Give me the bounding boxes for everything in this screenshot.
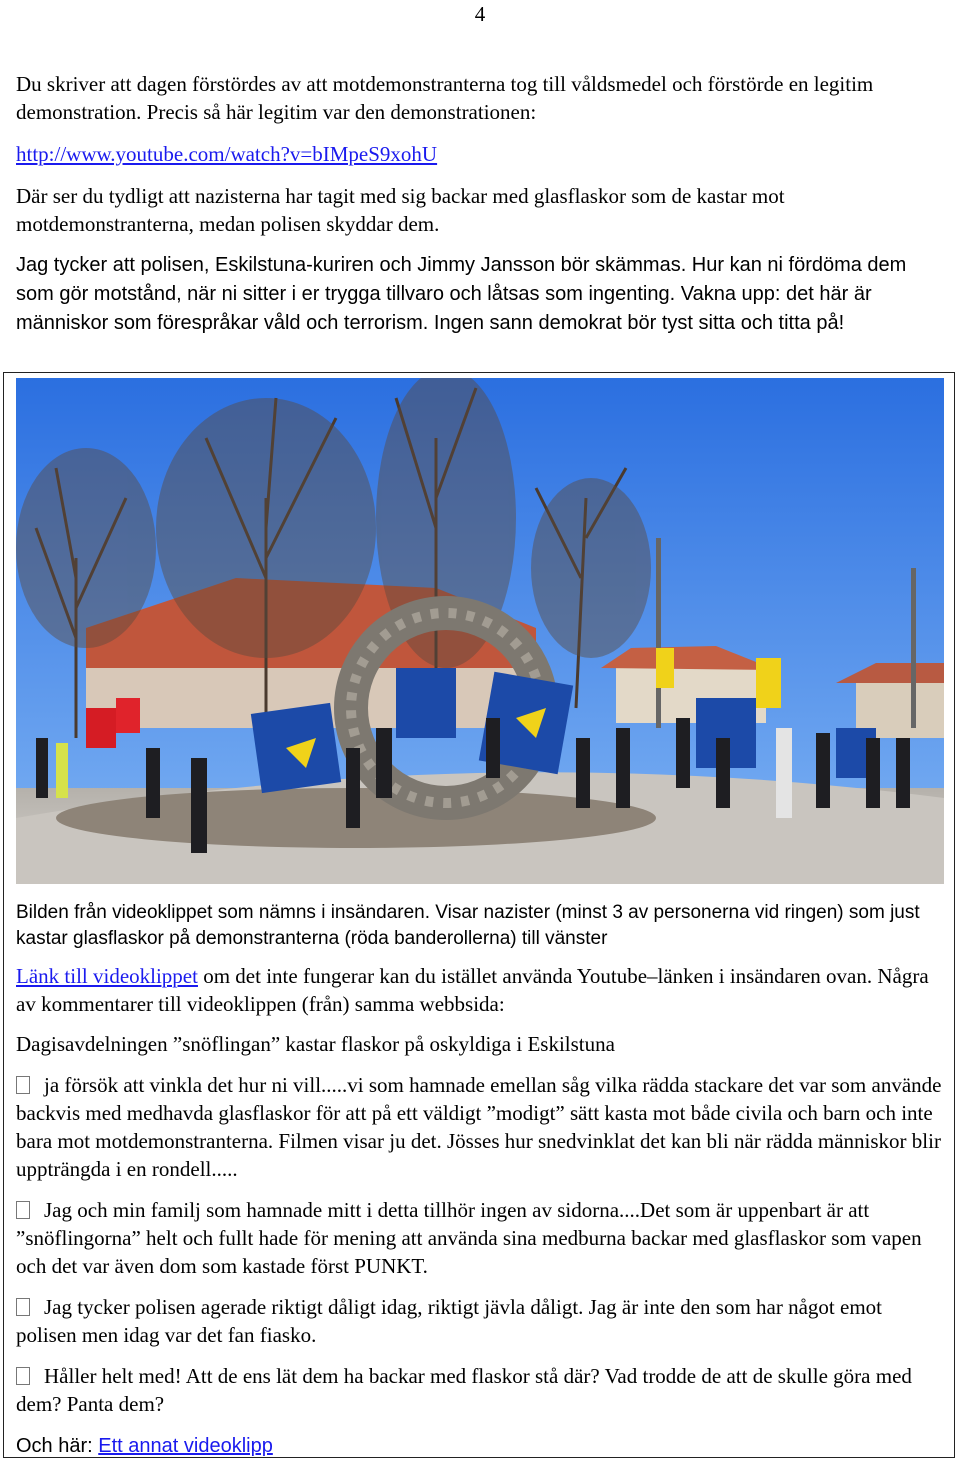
bullet-icon (16, 1201, 30, 1219)
bullet-icon (16, 1298, 30, 1316)
comment-text: Håller helt med! Att de ens lät dem ha backar med flaskor stå där? Vad trodde de att de skulle göra med dem? Panta dem? (16, 1364, 912, 1416)
comment-item (16, 1362, 944, 1418)
youtube-link-paragraph (16, 140, 944, 168)
comment-item (16, 1293, 944, 1349)
comment-text: Jag och min familj som hamnade mitt i detta tillhör ingen av sidorna....Det som är uppenbart är att ”snöflingorna” helt och fullt hade för mening att använda sina medburna backar med glasflaskor som vapen och det var även dom som kastade först PUNKT. (16, 1198, 922, 1278)
youtube-link[interactable]: http://www.youtube.com/watch?v=bIMpeS9xohU (16, 142, 438, 166)
comment-text: Jag tycker polisen agerade riktigt dåligt idag, riktigt jävla dåligt. Jag är inte den som har något emot polisen men idag var det fan fiasko. (16, 1295, 883, 1347)
bullet-icon (16, 1076, 30, 1094)
footer-prefix: Och här: (16, 1435, 99, 1457)
comment-item (16, 1071, 944, 1183)
video-link[interactable]: Länk till videoklippet (16, 964, 198, 988)
intro-paragraph-1: Du skriver att dagen förstördes av att motdemonstranterna tog till våldsmedel och förstörde en legitim demonstration. Precis så här legitim var den demonstrationen: (16, 72, 874, 124)
bullet-icon (16, 1367, 30, 1385)
footer-paragraph (16, 1432, 944, 1460)
intro-paragraph-2: Där ser du tydligt att nazisterna har tagit med sig backar med glasflaskor som de kastar mot motdemonstranterna, medan polisen skyddar dem. (16, 184, 785, 236)
page-number: 4 (474, 2, 486, 26)
comment-text: ja försök att vinkla det hur ni vill.....vi som hamnade emellan såg vilka rädda stackare det var som använde backvis med medhavda glasflaskor för att på ett väldigt ”modigt” sätt kasta mot både civila och barn och inte bara mot motdemonstranterna. Filmen visar ju det. Jösses hur snedvinklat det kan bli när rädda människor blir uppträngda i en rondell..... (16, 1073, 942, 1181)
video-link-paragraph (16, 962, 944, 1018)
intro-paragraph-3: Jag tycker att polisen, Eskilstuna-kuriren och Jimmy Jansson bör skämmas. Hur kan ni fördöma dem som gör motstånd, när ni sitter i er trygga tillvaro och låtsas som ingenting. Vakna upp: det här är människor som förespråkar våld och terrorism. Ingen sann demokrat bör tyst sitta och titta på! (16, 254, 907, 334)
demonstration-photo (16, 378, 944, 884)
another-video-link[interactable]: Ett annat videoklipp (98, 1435, 273, 1457)
comment-item (16, 1196, 944, 1280)
figure-caption: Bilden från videoklippet som nämns i insändaren. Visar nazister (minst 3 av personerna vid ringen) som just kastar glasflaskor på demonstranterna (röda banderollerna) till vänster (16, 902, 920, 949)
comments-headline: Dagisavdelningen ”snöflingan” kastar flaskor på oskyldiga i Eskilstuna (16, 1032, 615, 1056)
video-link-description: om det inte fungerar kan du istället använda Youtube–länken i insändaren ovan. Några av kommentarer till videoklippen (från) samma webbsida: (16, 964, 929, 1016)
